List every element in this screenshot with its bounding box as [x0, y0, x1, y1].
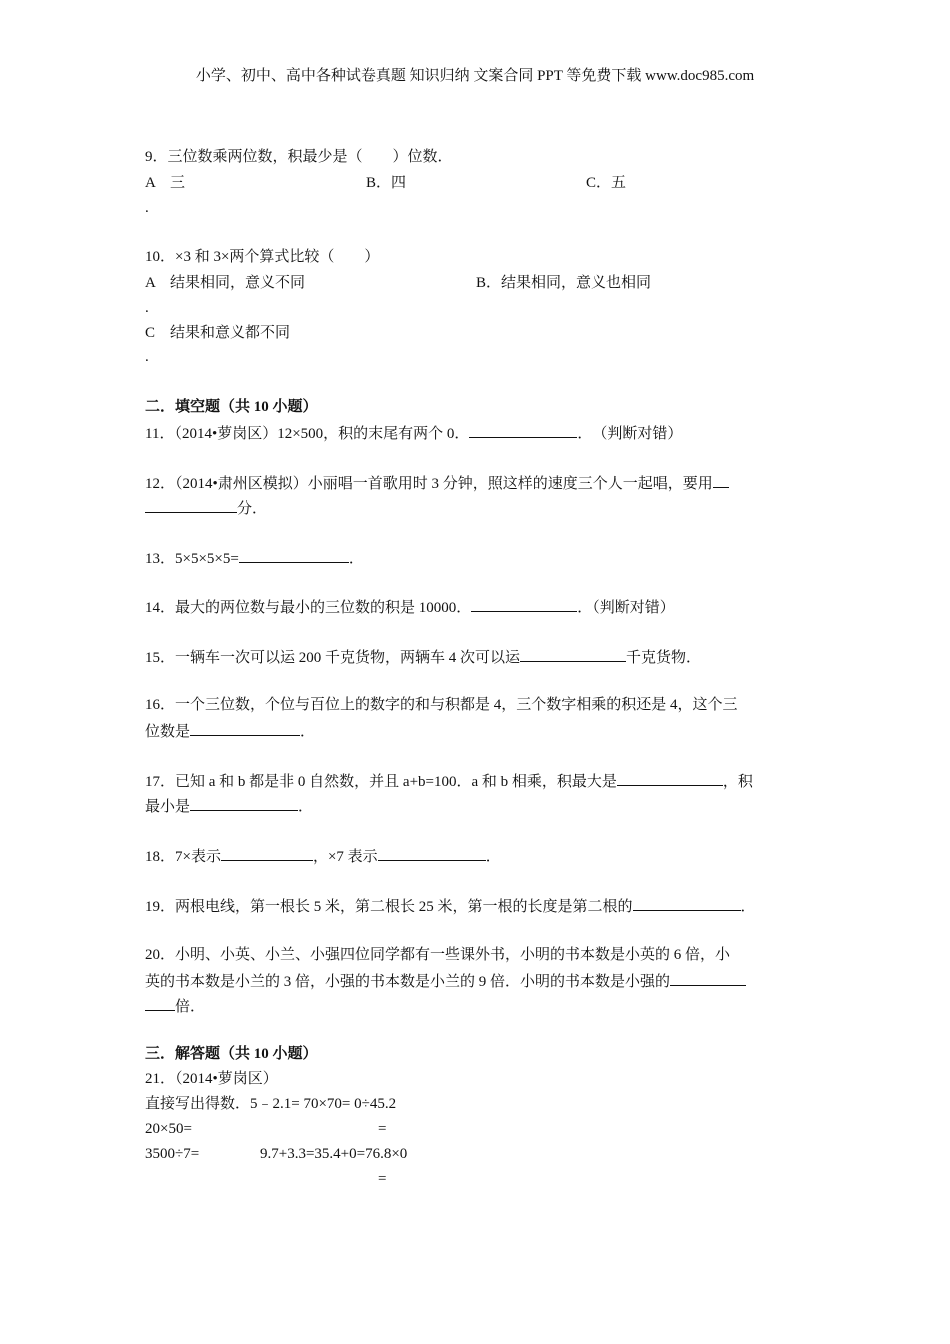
question-14 — [145, 596, 675, 618]
question-21-line2a: 20×50= — [145, 1121, 192, 1137]
question-10-option-a: A 结果相同，意义不同 — [145, 275, 306, 291]
question-17-text2: 最小是 — [145, 799, 191, 815]
question-15-text: 15．一辆车一次可以运 200 千克货物，两辆车 4 次可以运 — [145, 650, 521, 666]
question-21-line3a: 3500÷7= — [145, 1146, 200, 1162]
question-17-text: 17．已知 a 和 b 都是非 0 自然数，并且 a+b=100．a 和 b 相乘，积最大是 — [145, 774, 617, 790]
answer-blank[interactable] — [469, 422, 577, 438]
question-9-option-c: C．五 — [586, 175, 627, 191]
question-20-line1: 20．小明、小英、小兰、小强四位同学都有一些课外书，小明的书本数是小英的 6 倍，小 — [145, 947, 731, 963]
question-16-suffix: ． — [300, 724, 316, 740]
answer-blank[interactable] — [633, 895, 741, 911]
question-21-equals: = — [378, 1171, 387, 1187]
section-3-title: 三．解答题（共 10 小题） — [145, 1046, 318, 1062]
question-13 — [145, 547, 364, 569]
question-9-option-a: A 三 — [145, 175, 186, 191]
answer-blank[interactable] — [713, 472, 729, 488]
question-21-line1: 直接写出得数．5﹣2.1= 70×70= 0÷45.2 — [145, 1096, 397, 1112]
question-10-stem: 10．×3 和 3×两个算式比较（ ） — [145, 249, 380, 265]
answer-blank[interactable] — [239, 547, 349, 563]
question-17-suffix: ． — [298, 799, 314, 815]
question-17-line1 — [145, 770, 753, 792]
question-10-option-c: C 结果和意义都不同 — [145, 325, 291, 341]
answer-blank[interactable] — [471, 596, 577, 612]
question-18-suffix: ． — [485, 849, 501, 865]
question-20-text: 英的书本数是小兰的 3 倍，小强的书本数是小兰的 9 倍．小明的书本数是小强的 — [145, 974, 671, 990]
question-16-text: 位数是 — [145, 724, 191, 740]
question-13-text: 13．5×5×5×5= — [145, 551, 239, 567]
question-19-suffix: ． — [740, 899, 756, 915]
question-16-line2 — [145, 720, 315, 742]
question-17-mid: ，积 — [722, 774, 753, 790]
answer-blank[interactable] — [190, 795, 298, 811]
question-17-line2 — [145, 795, 313, 817]
question-21-head: 21．（2014•萝岗区） — [145, 1071, 278, 1087]
question-19 — [145, 895, 756, 917]
question-12-line1 — [145, 472, 729, 494]
question-14-suffix: ．（判断对错） — [577, 600, 675, 616]
answer-blank[interactable] — [617, 770, 723, 786]
question-14-text: 14．最大的两位数与最小的三位数的积是 10000． — [145, 600, 472, 616]
question-18-mid: ，×7 表示 — [312, 849, 378, 865]
section-2-title: 二．填空题（共 10 小题） — [145, 399, 318, 415]
question-21-equals: = — [378, 1121, 387, 1137]
question-16-line1: 16．一个三位数，个位与百位上的数字的和与积都是 4，三个数字相乘的积还是 4，这个三 — [145, 697, 738, 713]
question-15-suffix: 千克货物． — [626, 650, 702, 666]
question-20-line3 — [145, 995, 205, 1017]
question-11 — [145, 422, 682, 444]
option-dot: . — [145, 349, 149, 365]
answer-blank[interactable] — [378, 845, 486, 861]
question-12-suffix: 分． — [237, 501, 268, 517]
answer-blank[interactable] — [190, 720, 300, 736]
answer-blank[interactable] — [221, 845, 313, 861]
question-18 — [145, 845, 501, 867]
answer-blank[interactable] — [670, 970, 746, 986]
question-9-option-b: B．四 — [366, 175, 407, 191]
answer-blank[interactable] — [145, 497, 237, 513]
question-20-line2 — [145, 970, 746, 992]
question-9-stem: 9．三位数乘两位数，积最少是（ ）位数． — [145, 149, 453, 165]
question-18-text: 18．7×表示 — [145, 849, 221, 865]
question-21-line3b: 9.7+3.3=35.4+0=76.8×0 — [260, 1146, 408, 1162]
question-11-text: 11．（2014•萝岗区）12×500，积的末尾有两个 0． — [145, 426, 470, 442]
question-15 — [145, 646, 701, 668]
question-13-suffix: ． — [348, 551, 364, 567]
question-10-option-b: B．结果相同，意义也相同 — [476, 275, 652, 291]
option-dot: . — [145, 200, 149, 216]
question-12-text: 12．（2014•肃州区模拟）小丽唱一首歌用时 3 分钟，照这样的速度三个人一起唱，要用 — [145, 476, 713, 492]
question-19-text: 19．两根电线，第一根长 5 米，第二根长 25 米，第一根的长度是第二根的 — [145, 899, 633, 915]
option-dot: . — [145, 300, 149, 316]
question-12-line2 — [145, 497, 267, 519]
answer-blank[interactable] — [520, 646, 626, 662]
question-20-suffix: 倍． — [175, 999, 206, 1015]
answer-blank[interactable] — [145, 995, 175, 1011]
page-header: 小学、初中、高中各种试卷真题 知识归纳 文案合同 PPT 等免费下载 www.doc985.com — [195, 68, 755, 84]
question-11-suffix: ． （判断对错） — [577, 426, 683, 442]
